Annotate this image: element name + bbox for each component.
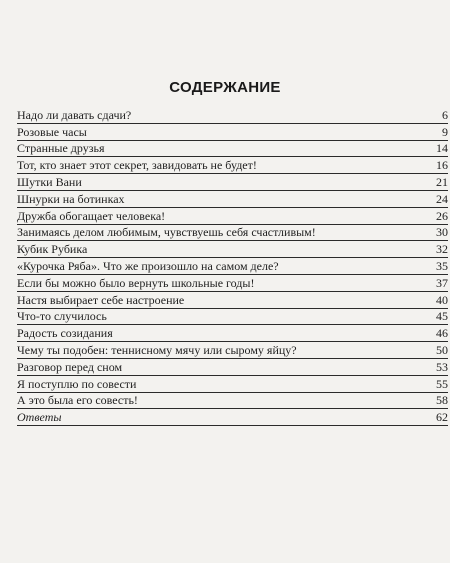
toc-entry	[17, 174, 448, 191]
toc-entry-title: Если бы можно было вернуть школьные годы!	[17, 275, 255, 290]
toc-entry-page-number: 45	[436, 309, 448, 324]
toc-entry-title: Что-то случилось	[17, 309, 107, 324]
toc-entry-title: Тот, кто знает этот секрет, завидовать не будет!	[17, 158, 257, 173]
toc-entry	[17, 191, 448, 208]
toc-entry	[17, 275, 448, 292]
toc-entry	[17, 225, 448, 242]
toc-entry	[17, 359, 448, 376]
toc-entry-page-number: 37	[436, 275, 448, 290]
toc-entry-title: Шутки Вани	[17, 174, 82, 189]
toc-entry-page-number: 24	[436, 191, 448, 206]
toc-entry-page-number: 26	[436, 208, 448, 223]
toc-entry-title: Радость созидания	[17, 326, 113, 341]
toc-entry	[17, 241, 448, 258]
toc-entry-page-number: 9	[442, 124, 448, 139]
toc-entry-page-number: 14	[436, 141, 448, 156]
toc-entry-page-number: 21	[436, 174, 448, 189]
toc-entry-title: Настя выбирает себе настроение	[17, 292, 185, 307]
toc-entry-page-number: 30	[436, 225, 448, 240]
toc-entry-page-number: 6	[442, 107, 448, 122]
toc-entry-page-number: 62	[436, 410, 448, 425]
toc-entry-title: Занимаясь делом любимым, чувствуешь себя счастливым!	[17, 225, 316, 240]
toc-entry	[17, 107, 448, 124]
toc-entry-title: Разговор перед сном	[17, 359, 123, 374]
toc-entry-page-number: 35	[436, 258, 448, 273]
toc-entry	[17, 393, 448, 410]
toc-entry-page-number: 32	[436, 242, 448, 257]
toc-entry	[17, 309, 448, 326]
toc-entry-page-number: 40	[436, 292, 448, 307]
toc-entry	[17, 157, 448, 174]
table-of-contents	[17, 107, 448, 426]
toc-entry-title: А это была его совесть!	[17, 393, 138, 408]
toc-entry	[17, 208, 448, 225]
toc-entry	[17, 141, 448, 158]
toc-entry	[17, 409, 448, 426]
toc-entry-page-number: 55	[436, 376, 448, 391]
toc-entry-title: Ответы	[17, 410, 62, 425]
toc-entry-page-number: 53	[436, 359, 448, 374]
toc-entry-title: Надо ли давать сдачи?	[17, 107, 132, 122]
toc-entry-title: Розовые часы	[17, 124, 87, 139]
toc-entry-title: Странные друзья	[17, 141, 105, 156]
toc-entry	[17, 342, 448, 359]
toc-entry-page-number: 58	[436, 393, 448, 408]
toc-entry	[17, 376, 448, 393]
toc-entry-page-number: 50	[436, 342, 448, 357]
page-title: СОДЕРЖАНИЕ	[169, 79, 281, 96]
toc-entry-title: Дружба обогащает человека!	[17, 208, 166, 223]
toc-entry	[17, 258, 448, 275]
toc-entry-title: Кубик Рубика	[17, 242, 88, 257]
toc-entry	[17, 325, 448, 342]
toc-entry-page-number: 46	[436, 326, 448, 341]
toc-entry-title: «Курочка Ряба». Что же произошло на самом деле?	[17, 258, 279, 273]
toc-entry-page-number: 16	[436, 158, 448, 173]
toc-entry	[17, 124, 448, 141]
toc-entry-title: Я поступлю по совести	[17, 376, 137, 391]
toc-entry-title: Шнурки на ботинках	[17, 191, 125, 206]
toc-entry-title: Чему ты подобен: теннисному мячу или сырому яйцу?	[17, 342, 297, 357]
toc-entry	[17, 292, 448, 309]
